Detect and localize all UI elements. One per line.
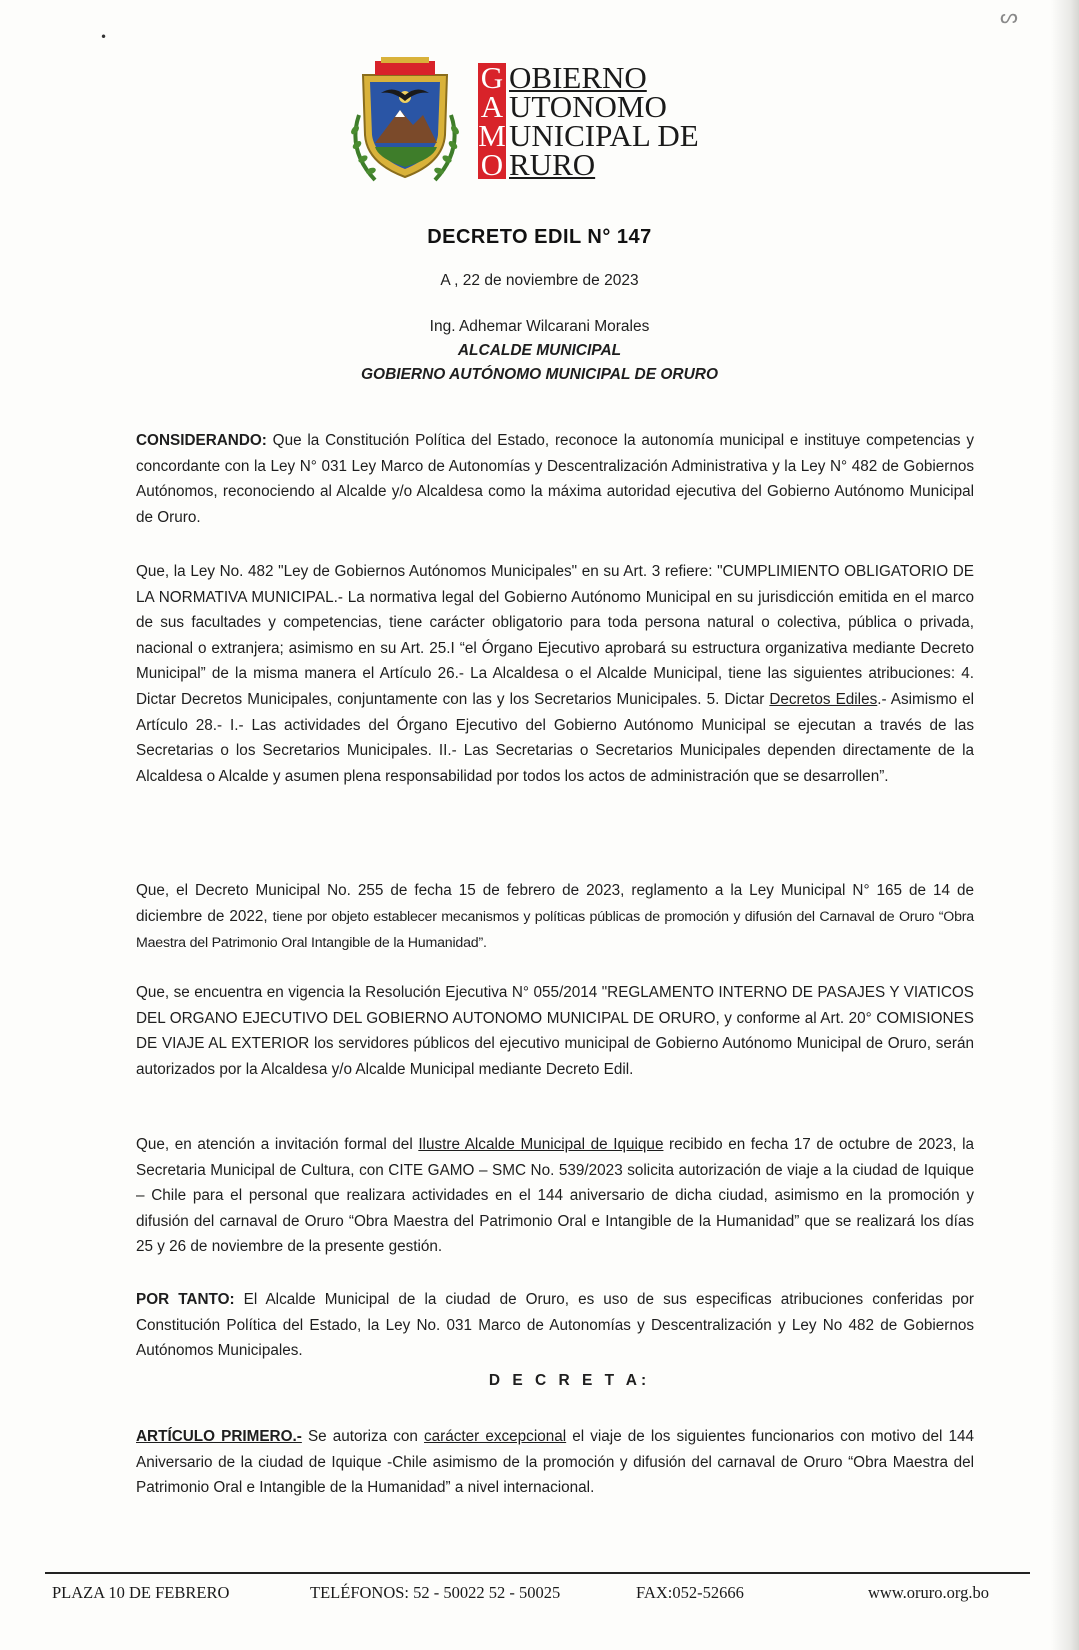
underlined-text: Ilustre Alcalde Municipal de Iquique (418, 1136, 664, 1153)
decreta-heading: D E C R E T A: (488, 1372, 651, 1389)
footer-website: www.oruro.org.bo (868, 1583, 989, 1602)
logo-initials (478, 60, 506, 182)
paragraph-label: CONSIDERANDO: (136, 432, 267, 449)
signer-organization: GOBIERNO AUTÓNOMO MUNICIPAL DE ORURO (360, 366, 719, 383)
signer-role: ALCALDE MUNICIPAL (457, 342, 622, 359)
resolution-paragraph (136, 980, 974, 1082)
footer-divider (45, 1572, 1030, 1574)
footer-address: PLAZA 10 DE FEBRERO (52, 1583, 230, 1602)
letterhead (345, 55, 765, 195)
signer-name: Ing. Adhemar Wilcarani Morales (429, 318, 650, 335)
paragraph-text: El Alcalde Municipal de la ciudad de Oruro, es uso de sus especificas atribuciones conferidas por Constitución Política del Estado, la Ley No. 031 Marco de Autonomías y Descentralización y Ley No 482 de Gobiernos Autónomos Municipales. (136, 1291, 974, 1360)
logo-initial: O (480, 147, 504, 182)
invitation-paragraph (136, 1132, 974, 1260)
logo-initial: G (480, 60, 504, 95)
article-first-paragraph (136, 1424, 974, 1501)
paragraph-text: .- Asimismo el Artículo 28.- I.- Las actividades del Órgano Ejecutivo del Gobierno Autónomo Municipal se ejecutan a través de las Secretarias o los Secretarios Municipales. II.- Las Secretarias o Secretarios Municipales dependen directamente de la Alcaldesa o Alcalde y asumen plena responsabilidad por todos los actos de administración que se desarrollen”. (136, 690, 974, 785)
underlined-text: Decretos Ediles (769, 690, 878, 708)
decree-255-paragraph (136, 878, 974, 957)
logo-word: UNICIPAL DE (509, 118, 699, 153)
scan-dot: • (100, 30, 108, 44)
paragraph-label: ARTÍCULO PRIMERO.- (136, 1428, 302, 1445)
paragraph-text: recibido en fecha 17 de octubre de 2023, la Secretaria Municipal de Cultura, con CITE GAMO – SMC No. 539/2023 solicita autorización de viaje a la ciudad de Iquique – Chile para el personal que realizara actividades en el 144 aniversario de dicha ciudad, asimismo en la promoción y difusión del carnaval de Oruro “Obra Maestra del Patrimonio Oral e Intangible de la Humanidad” que se realizará los días 25 y 26 de noviembre de la presente gestión. (136, 1136, 974, 1256)
paragraph-text: tiene por objeto establecer mecanismos y políticas públicas de promoción y difusión del Carnaval de Oruro “Obra Maestra del Patrimonio Oral Intangible de la Humanidad”. (136, 908, 974, 952)
logo-initial: M (478, 118, 506, 153)
decree-date: A , 22 de noviembre de 2023 (440, 272, 639, 289)
logo-words (509, 60, 699, 182)
paragraph-label: POR TANTO: (136, 1291, 235, 1308)
por-tanto-paragraph (136, 1287, 974, 1364)
footer-fax: FAX:052-52666 (636, 1583, 744, 1602)
paragraph-text: Que, en atención a invitación formal del (136, 1136, 419, 1153)
logo-word: OBIERNO (509, 60, 647, 95)
considerando-paragraph (136, 428, 974, 530)
logo-word: RURO (509, 147, 596, 182)
logo-word: UTONOMO (509, 89, 667, 124)
decree-title: DECRETO EDIL N° 147 (427, 226, 652, 248)
paragraph-text: Que, el Decreto Municipal No. 255 de fecha 15 de febrero de 2023, reglamento a la Ley Municipal N° 165 de 14 de diciembre de 2022, (136, 882, 974, 925)
paragraph-text: el viaje de los siguientes funcionarios con motivo del 144 Aniversario de la ciudad de Iquique -Chile asimismo de la promoción y difusión del carnaval de Oruro “Obra Maestra del Patrimonio Oral e Intangible de la Humanidad” a nivel internacional. (136, 1428, 975, 1497)
paragraph-text: Que, se encuentra en vigencia la Resolución Ejecutiva N° 055/2014 "REGLAMENTO INTERNO DE PASAJES Y VIATICOS DEL ORGANO EJECUTIVO DEL GOBIERNO AUTONOMO MUNICIPAL DE ORURO, y conforme al Art. 20° COMISIONES DE VIAJE AL EXTERIOR los servidores públicos del ejecutivo municipal de Gobierno Autónomo Municipal de Oruro, serán autorizados por la Alcaldesa y/o Alcalde Municipal mediante Decreto Edil. (136, 984, 974, 1078)
municipal-crest-icon (345, 55, 465, 190)
paragraph-text: Que, la Ley No. 482 "Ley de Gobiernos Autónomos Municipales" en su Art. 3 refiere: "CUMPLIMIENTO OBLIGATORIO DE LA NORMATIVA MUNICIPAL.- La normativa legal del Gobierno Autónomo Municipal en su jurisdicción emitida en el marco de sus facultades y competencias, tiene carácter obligatorio para toda persona natural o colectiva, pública o privada, nacional o extranjera; asimismo en su Art. 25.I “el Órgano Ejecutivo aprobará su estructura organizativa mediante Decreto Municipal” de la misma manera el Artículo 26.- La Alcaldesa o el Alcalde Municipal, tiene las siguientes atribuciones: 4. Dictar Decretos Municipales, conjuntamente con las y los Secretarios Municipales. 5. Dictar (136, 563, 974, 708)
law-482-paragraph (136, 559, 974, 789)
footer-phones: TELÉFONOS: 52 - 50022 52 - 50025 (310, 1583, 561, 1602)
logo-initial: A (480, 89, 504, 124)
underlined-text: carácter excepcional (424, 1428, 567, 1445)
paragraph-text: Que la Constitución Política del Estado, reconoce la autonomía municipal e instituye competencias y concordante con la Ley N° 031 Ley Marco de Autonomías y Descentralización Administrativa y la Ley N° 482 de Gobiernos Autónomos, reconociendo al Alcalde y/o Alcaldesa como la máxima autoridad ejecutiva del Gobierno Autónomo Municipal de Oruro. (136, 432, 974, 526)
paragraph-text: Se autoriza con (301, 1428, 425, 1445)
scan-mark: ᔕ (1000, 4, 1018, 28)
